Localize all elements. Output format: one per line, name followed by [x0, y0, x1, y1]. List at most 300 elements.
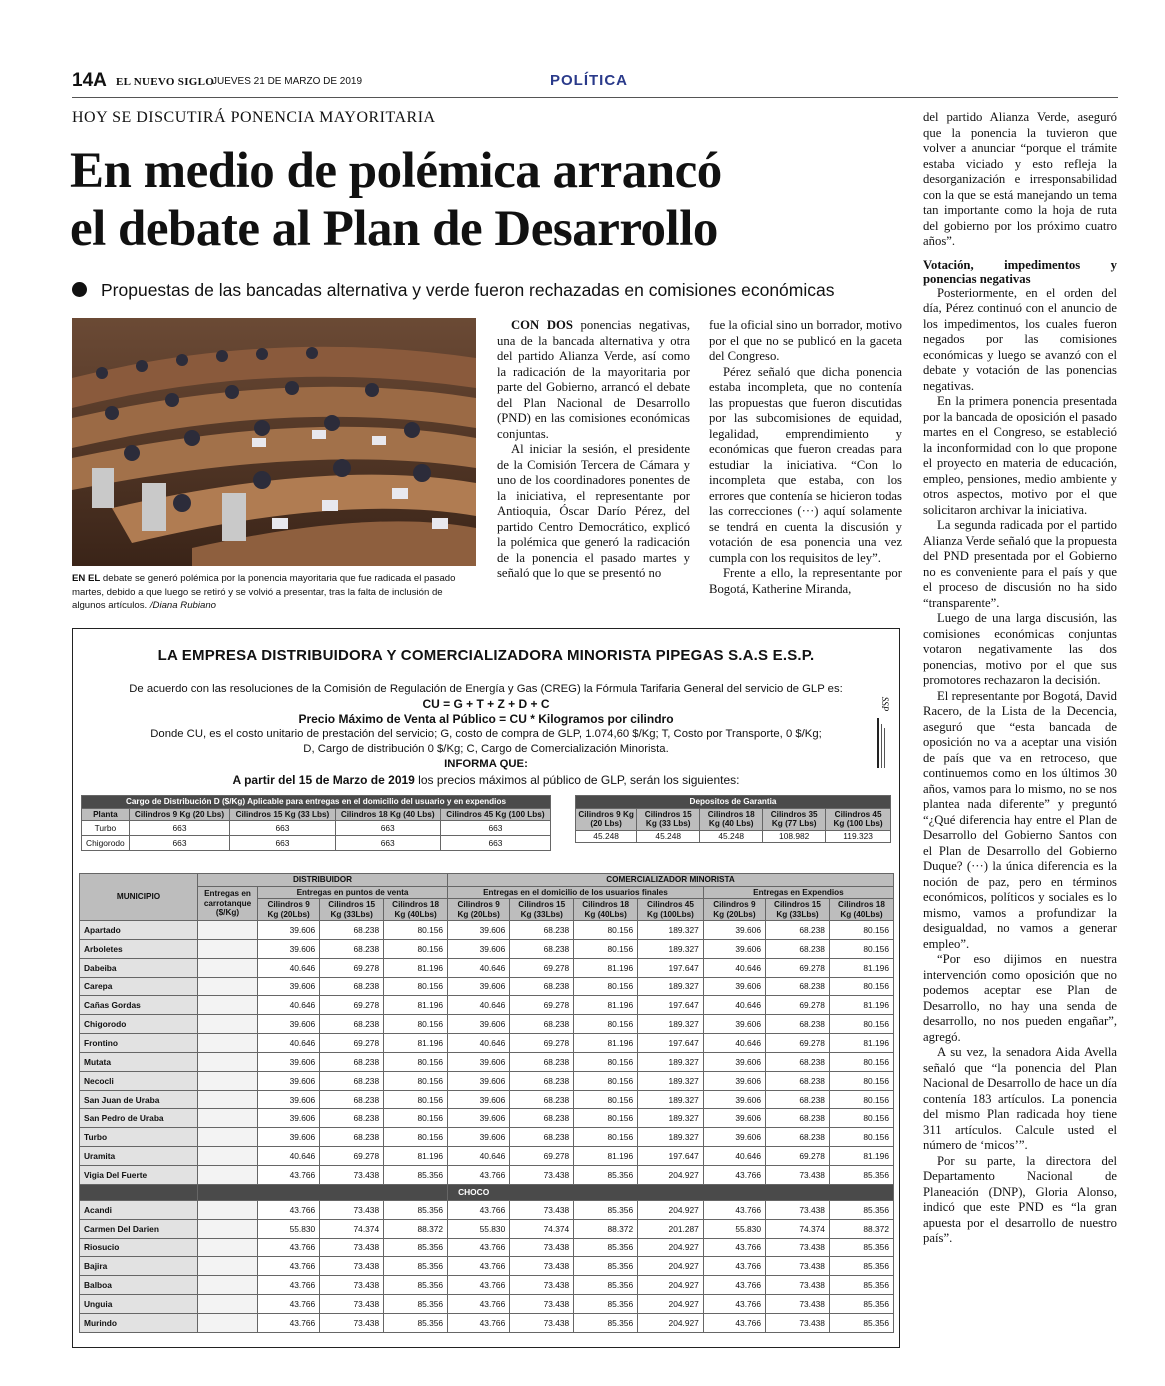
ssp-logo-graphic	[873, 694, 891, 774]
paragraph: del partido Alianza Verde, aseguró que la ponencia la tuvieron que volver a anunciar “porque el trámite estaba viciado y esto refleja la desorganización e irresponsabilidad con la que se está manejando un tema tan importante como la hoja de ruta del gobierno por los próximo cuatro años”.	[923, 110, 1117, 248]
price-cell: 39.606	[448, 1052, 510, 1071]
table-row	[80, 1219, 894, 1238]
price-cell: 80.156	[574, 977, 638, 996]
price-cell: 80.156	[829, 1015, 893, 1034]
municipio-cell: Necocli	[80, 1071, 198, 1090]
price-cell: 80.156	[829, 921, 893, 940]
paragraph: Pérez señaló que dicha ponencia estaba incompleta, que no contenía las propuestas que fueron discutidas por las subcomisiones de equidad, legalidad, emprendimiento y económicas que fueron creadas para estudiar la iniciativa. “Con lo incompleta que estaba, con los errores que contenía se hicieron todas las correcciones (···) aquí solamente se tendrá en cuenta la discusión y votación de esa ponencia una vez cumpla con los requisitos de ley”.	[709, 364, 902, 565]
price-cell: 68.238	[320, 1071, 384, 1090]
price-cell: 204.927	[638, 1257, 704, 1276]
price-cell: 85.356	[829, 1238, 893, 1257]
price-cell: 55.830	[703, 1219, 765, 1238]
price-cell: 69.278	[320, 1034, 384, 1053]
price-cell: 68.238	[320, 1128, 384, 1147]
ad-definitions-2: D, Cargo de distribución 0 $/Kg; C, Cargo de Comercialización Minorista.	[303, 743, 669, 755]
column-header: Cilindros 15 Kg (33 Lbs)	[637, 808, 700, 830]
price-cell: 55.830	[448, 1219, 510, 1238]
table-row	[80, 921, 894, 940]
price-cell: 73.438	[320, 1313, 384, 1332]
price-cell: 81.196	[574, 1034, 638, 1053]
price-cell: 68.238	[510, 1090, 574, 1109]
column-header: Cilindros 15 Kg (33Lbs)	[320, 899, 384, 921]
municipio-cell: Chigorodo	[80, 1015, 198, 1034]
price-cell: 85.356	[384, 1238, 448, 1257]
paragraph	[497, 318, 690, 442]
price-cell: 39.606	[448, 1015, 510, 1034]
table-row	[80, 1034, 894, 1053]
price-cell: 81.196	[384, 958, 448, 977]
carrotanque-cell	[198, 1295, 258, 1314]
table-cell: 45.248	[700, 830, 763, 842]
price-cell: 43.766	[448, 1238, 510, 1257]
price-cell: 39.606	[258, 1015, 320, 1034]
table-row	[80, 1276, 894, 1295]
price-cell: 73.438	[320, 1276, 384, 1295]
price-cell: 80.156	[829, 939, 893, 958]
price-cell: 189.327	[638, 977, 704, 996]
price-cell: 73.438	[766, 1257, 830, 1276]
price-cell: 69.278	[320, 1147, 384, 1166]
table-cell: 663	[335, 821, 440, 836]
price-cell: 80.156	[829, 1071, 893, 1090]
guarantee-deposit-table	[575, 795, 891, 843]
price-cell: 81.196	[829, 958, 893, 977]
municipio-cell: San Juan de Uraba	[80, 1090, 198, 1109]
price-cell: 43.766	[703, 1257, 765, 1276]
price-cell: 39.606	[703, 1090, 765, 1109]
price-cell: 43.766	[448, 1276, 510, 1295]
municipio-cell: Acandi	[80, 1200, 198, 1219]
table-cell: Turbo	[82, 821, 130, 836]
carrotanque-header: Entregas en carrotanque ($/Kg)	[198, 886, 258, 921]
price-cell: 73.438	[510, 1165, 574, 1184]
price-cell: 80.156	[574, 1071, 638, 1090]
carrotanque-cell	[198, 1200, 258, 1219]
lead-in: CON DOS	[511, 318, 573, 332]
column-header: Cilindros 18 Kg (40 Lbs)	[700, 808, 763, 830]
municipio-header: MUNICIPIO	[80, 874, 198, 921]
column-header: Cilindros 9 Kg (20Lbs)	[703, 899, 765, 921]
price-cell: 40.646	[703, 958, 765, 977]
price-cell: 80.156	[574, 939, 638, 958]
table-cell: 45.248	[637, 830, 700, 842]
price-cell: 204.927	[638, 1238, 704, 1257]
price-cell: 85.356	[384, 1257, 448, 1276]
carrotanque-cell	[198, 1257, 258, 1276]
price-cell: 85.356	[829, 1257, 893, 1276]
price-cell: 68.238	[510, 939, 574, 958]
price-cell: 73.438	[320, 1200, 384, 1219]
table-row	[576, 830, 891, 842]
price-cell: 204.927	[638, 1295, 704, 1314]
price-cell: 74.374	[766, 1219, 830, 1238]
article-subhead	[72, 280, 902, 301]
price-cell: 39.606	[448, 977, 510, 996]
price-cell: 39.606	[703, 1128, 765, 1147]
price-cell: 69.278	[766, 1034, 830, 1053]
carrotanque-cell	[198, 958, 258, 977]
carrotanque-cell	[198, 1219, 258, 1238]
price-cell: 197.647	[638, 996, 704, 1015]
price-cell: 201.287	[638, 1219, 704, 1238]
article-headline	[70, 142, 890, 258]
price-cell: 80.156	[829, 1090, 893, 1109]
chamber-illustration	[72, 318, 476, 566]
price-cell: 80.156	[574, 1128, 638, 1147]
price-cell: 68.238	[510, 1109, 574, 1128]
municipio-cell: Riosucio	[80, 1238, 198, 1257]
price-cell: 80.156	[829, 1109, 893, 1128]
price-cell: 68.238	[766, 1015, 830, 1034]
deposit-table-caption: Depositos de Garantia	[576, 796, 891, 809]
price-cell: 43.766	[703, 1165, 765, 1184]
price-cell: 40.646	[448, 996, 510, 1015]
price-cell: 39.606	[703, 1071, 765, 1090]
municipio-cell: Vigia Del Fuerte	[80, 1165, 198, 1184]
price-cell: 39.606	[448, 1109, 510, 1128]
table-row	[80, 958, 894, 977]
price-cell: 68.238	[320, 939, 384, 958]
municipio-cell: Carmen Del Darien	[80, 1219, 198, 1238]
price-cell: 68.238	[766, 1071, 830, 1090]
distribuidor-header: DISTRIBUIDOR	[198, 874, 448, 887]
price-cell: 73.438	[320, 1238, 384, 1257]
price-cell: 85.356	[384, 1313, 448, 1332]
municipio-cell: Unguia	[80, 1295, 198, 1314]
table-row	[80, 1052, 894, 1071]
congress-photo	[72, 318, 476, 566]
table-row	[80, 1015, 894, 1034]
price-cell: 73.438	[766, 1238, 830, 1257]
price-cell: 40.646	[448, 1034, 510, 1053]
price-cell: 69.278	[510, 1034, 574, 1053]
price-cell: 80.156	[384, 921, 448, 940]
price-cell: 73.438	[320, 1165, 384, 1184]
price-cell: 73.438	[320, 1257, 384, 1276]
price-cell: 43.766	[258, 1313, 320, 1332]
table-row	[80, 1257, 894, 1276]
puntos-venta-header: Entregas en puntos de venta	[258, 886, 448, 899]
price-cell: 69.278	[510, 1147, 574, 1166]
table-row	[80, 1071, 894, 1090]
table-cell: Chigorodo	[82, 836, 130, 851]
carrotanque-cell	[198, 977, 258, 996]
price-cell: 40.646	[448, 1147, 510, 1166]
column-header: Cilindros 9 Kg (20 Lbs)	[576, 808, 637, 830]
price-cell: 189.327	[638, 1071, 704, 1090]
effective-text: los precios máximos al público de GLP, serán los siguientes:	[414, 773, 740, 787]
paragraph: A su vez, la senadora Aida Avella señaló que “la ponencia del Plan Nacional de Desarrollo de hace un día contenía 183 artículos. La ponencia del mismo Plan radicada hoy tiene 311 artículos. Calcule usted el número de ‘micos’”.	[923, 1045, 1117, 1152]
price-cell: 73.438	[766, 1200, 830, 1219]
table-cell: 663	[440, 821, 550, 836]
price-cell: 204.927	[638, 1200, 704, 1219]
price-cell: 43.766	[448, 1165, 510, 1184]
price-cell: 69.278	[766, 958, 830, 977]
price-cell: 80.156	[574, 1109, 638, 1128]
price-cell: 74.374	[510, 1219, 574, 1238]
price-cell: 85.356	[574, 1276, 638, 1295]
municipio-cell: Uramita	[80, 1147, 198, 1166]
price-cell: 73.438	[766, 1276, 830, 1295]
price-cell: 40.646	[258, 1034, 320, 1053]
carrotanque-cell	[198, 1238, 258, 1257]
paragraph: El representante por Bogotá, David Racero, de la Lista de la Decencia, aseguró que “esta bancada de oposición no va a aceptar una visión de país que va en retroceso, que continuemos como en los últimos 30 años, vamos para lo mismo, no se nos plantea nada diferente” y preguntó “¿Qué diferencia hay entre el Plan de Desarrollo del Gobierno Santos con el Plan de Desarrollo del Gobierno Duque? (···) la única diferencia es la noción de paz, pero en términos económicos, políticos y sociales es lo mismo, vamos a profundizar la desigualdad, no vamos a generar empleo”.	[923, 688, 1117, 951]
carrotanque-cell	[198, 1165, 258, 1184]
column-header: Cilindros 9 Kg (20Lbs)	[448, 899, 510, 921]
price-cell: 81.196	[829, 1147, 893, 1166]
carrotanque-cell	[198, 939, 258, 958]
price-cell: 68.238	[510, 1128, 574, 1147]
municipio-cell: Dabeiba	[80, 958, 198, 977]
municipio-cell: San Pedro de Uraba	[80, 1109, 198, 1128]
price-cell: 68.238	[510, 1015, 574, 1034]
price-cell: 80.156	[574, 1052, 638, 1071]
price-cell: 68.238	[320, 1015, 384, 1034]
price-cell: 39.606	[258, 939, 320, 958]
price-cell: 73.438	[510, 1295, 574, 1314]
price-cell: 69.278	[320, 996, 384, 1015]
section-label: CHOCO	[448, 1184, 894, 1200]
ssp-logo	[873, 694, 891, 774]
price-cell: 40.646	[258, 996, 320, 1015]
municipio-cell: Murindo	[80, 1313, 198, 1332]
price-cell: 43.766	[258, 1200, 320, 1219]
table-cell: 45.248	[576, 830, 637, 842]
price-cell: 85.356	[829, 1200, 893, 1219]
price-cell: 43.766	[703, 1313, 765, 1332]
column-header: Cilindros 15 Kg (33Lbs)	[510, 899, 574, 921]
table-row	[80, 1128, 894, 1147]
carrotanque-cell	[198, 1276, 258, 1295]
price-cell: 85.356	[574, 1295, 638, 1314]
table-row	[80, 1238, 894, 1257]
price-cell: 197.647	[638, 1147, 704, 1166]
price-cell: 80.156	[384, 1071, 448, 1090]
ssp-logo-text: SSP	[880, 696, 890, 712]
price-cell: 189.327	[638, 939, 704, 958]
price-cell: 43.766	[448, 1257, 510, 1276]
section-row	[80, 1184, 894, 1200]
carrotanque-cell	[198, 1128, 258, 1147]
price-cell: 81.196	[384, 996, 448, 1015]
column-header: Planta	[82, 808, 130, 821]
column-header: Cilindros 9 Kg (20Lbs)	[258, 899, 320, 921]
price-cell: 80.156	[384, 977, 448, 996]
price-cell: 69.278	[766, 1147, 830, 1166]
page-header	[72, 68, 1118, 98]
price-formula: Precio Máximo de Venta al Público = CU * Kilogramos por cilindro	[298, 712, 674, 726]
price-cell: 197.647	[638, 1034, 704, 1053]
column-header: Cilindros 18 Kg (40 Lbs)	[335, 808, 440, 821]
price-cell: 43.766	[703, 1238, 765, 1257]
price-cell: 189.327	[638, 1128, 704, 1147]
table-cell: 663	[230, 821, 335, 836]
paragraph: fue la oficial sino un borrador, motivo por el que no se publicó en la gaceta del Congreso.	[709, 318, 902, 363]
price-cell: 85.356	[574, 1257, 638, 1276]
ad-effective-date	[73, 773, 899, 787]
column-header: Cilindros 18 Kg (40Lbs)	[574, 899, 638, 921]
photo-caption	[72, 572, 476, 613]
price-cell: 73.438	[766, 1313, 830, 1332]
carrotanque-cell	[198, 1313, 258, 1332]
price-cell: 43.766	[703, 1295, 765, 1314]
price-cell: 80.156	[384, 1052, 448, 1071]
price-cell: 73.438	[510, 1238, 574, 1257]
table-cell: 663	[440, 836, 550, 851]
column-header: Cilindros 35 Kg (77 Lbs)	[763, 808, 826, 830]
price-cell: 43.766	[448, 1200, 510, 1219]
price-cell: 68.238	[320, 977, 384, 996]
price-cell: 40.646	[703, 1147, 765, 1166]
price-cell: 88.372	[384, 1219, 448, 1238]
table-cell: 663	[230, 836, 335, 851]
price-cell: 40.646	[703, 1034, 765, 1053]
municipio-cell: Turbo	[80, 1128, 198, 1147]
price-cell: 39.606	[448, 939, 510, 958]
ad-title: LA EMPRESA DISTRIBUIDORA Y COMERCIALIZADORA MINORISTA PIPEGAS S.A.S E.S.P.	[157, 647, 815, 664]
price-cell: 68.238	[766, 939, 830, 958]
table-row	[80, 1147, 894, 1166]
price-cell: 39.606	[703, 1052, 765, 1071]
price-cell: 43.766	[258, 1238, 320, 1257]
carrotanque-cell	[198, 996, 258, 1015]
carrotanque-cell	[198, 1147, 258, 1166]
price-cell: 85.356	[829, 1313, 893, 1332]
price-cell: 81.196	[829, 1034, 893, 1053]
price-cell: 39.606	[258, 921, 320, 940]
paragraph: En la primera ponencia presentada por la bancada de oposición el pasado martes en el Congreso, se estableció la inconformidad con lo que propone el proyecto en materia de educación, empleo, pensiones, medio ambiente y otros aspectos, motivo por el que solicitaron archivar la iniciativa.	[923, 394, 1117, 517]
price-cell: 73.438	[510, 1313, 574, 1332]
dist-table-caption: Cargo de Distribución D ($/Kg) Aplicable para entregas en el domicilio del usuario y en expendios	[82, 796, 551, 809]
price-cell: 189.327	[638, 1109, 704, 1128]
price-cell: 80.156	[384, 1109, 448, 1128]
price-cell: 85.356	[384, 1295, 448, 1314]
price-cell: 68.238	[766, 1090, 830, 1109]
municipio-cell: Balboa	[80, 1276, 198, 1295]
table-cell: 663	[129, 821, 230, 836]
price-cell: 68.238	[320, 1109, 384, 1128]
paragraph: Frente a ello, la representante por Bogotá, Katherine Miranda,	[709, 566, 902, 596]
price-cell: 189.327	[638, 1090, 704, 1109]
column-header: Cilindros 9 Kg (20 Lbs)	[129, 808, 230, 821]
price-cell: 80.156	[829, 1052, 893, 1071]
price-cell: 81.196	[574, 996, 638, 1015]
price-cell: 204.927	[638, 1276, 704, 1295]
price-cell: 80.156	[574, 1090, 638, 1109]
column-header: Cilindros 18 Kg (40Lbs)	[829, 899, 893, 921]
price-cell: 43.766	[258, 1257, 320, 1276]
page-number: 14A	[72, 70, 107, 91]
price-cell: 69.278	[320, 958, 384, 977]
table-row	[80, 1200, 894, 1219]
price-table	[79, 873, 894, 1333]
price-cell: 85.356	[829, 1165, 893, 1184]
price-cell: 73.438	[320, 1295, 384, 1314]
price-cell: 80.156	[829, 1128, 893, 1147]
price-cell: 85.356	[829, 1276, 893, 1295]
bullet-icon	[72, 282, 87, 297]
price-cell: 189.327	[638, 1015, 704, 1034]
section-spacer	[80, 1184, 198, 1200]
price-cell: 80.156	[574, 921, 638, 940]
price-cell: 43.766	[448, 1295, 510, 1314]
price-cell: 68.238	[320, 1052, 384, 1071]
price-cell: 39.606	[703, 921, 765, 940]
section-label: POLÍTICA	[550, 72, 628, 89]
price-cell: 39.606	[448, 1071, 510, 1090]
price-cell: 43.766	[258, 1165, 320, 1184]
carrotanque-cell	[198, 1052, 258, 1071]
price-cell: 39.606	[448, 921, 510, 940]
price-cell: 40.646	[703, 996, 765, 1015]
column-header: Cilindros 45 Kg (100Lbs)	[638, 899, 704, 921]
price-cell: 80.156	[384, 1090, 448, 1109]
table-row	[80, 939, 894, 958]
price-cell: 39.606	[258, 1109, 320, 1128]
ad-definitions-1: Donde CU, es el costo unitario de prestación del servicio; G, costo de compra de GLP, 1.074,60 $/Kg; T, Costo por Transporte, 0 $/Kg;	[150, 728, 822, 740]
price-cell: 85.356	[574, 1165, 638, 1184]
price-cell: 81.196	[574, 1147, 638, 1166]
table-cell: 663	[335, 836, 440, 851]
effective-date: A partir del 15 de Marzo de 2019	[232, 773, 415, 787]
paragraph: Por su parte, la directora del Departamento Nacional de Planeación (DNP), Gloria Alonso, indicó que este PND es “la gran apuesta por el desarrollo de nuestro país”.	[923, 1153, 1117, 1245]
carrotanque-cell	[198, 1109, 258, 1128]
article-kicker: HOY SE DISCUTIRÁ PONENCIA MAYORITARIA	[72, 109, 436, 126]
paragraph: Al iniciar la sesión, el presidente de la Comisión Tercera de Cámara y uno de los coordinadores ponentes de la iniciativa, el representante por Antioquia, Óscar Darío Pérez, del partido Centro Democrático, explicó la polémica que generó la radicación de la ponencia el pasado martes y señaló que lo que se presentó no	[497, 442, 690, 580]
domicilio-header: Entregas en el domicilio de los usuarios finales	[448, 886, 704, 899]
price-cell: 40.646	[258, 958, 320, 977]
table-row	[80, 1109, 894, 1128]
price-cell: 204.927	[638, 1313, 704, 1332]
price-cell: 43.766	[703, 1276, 765, 1295]
price-cell: 81.196	[574, 958, 638, 977]
expendios-header: Entregas en Expendios	[703, 886, 893, 899]
table-cell: 663	[129, 836, 230, 851]
table-row	[80, 1313, 894, 1332]
price-cell: 68.238	[766, 977, 830, 996]
price-cell: 85.356	[384, 1276, 448, 1295]
price-cell: 68.238	[510, 977, 574, 996]
price-cell: 39.606	[258, 977, 320, 996]
price-cell: 68.238	[766, 1128, 830, 1147]
price-cell: 40.646	[258, 1147, 320, 1166]
price-cell: 69.278	[510, 958, 574, 977]
column-header: Cilindros 15 Kg (33 Lbs)	[230, 808, 335, 821]
price-cell: 39.606	[258, 1090, 320, 1109]
price-cell: 43.766	[448, 1313, 510, 1332]
paragraph: “Por eso dijimos en nuestra intervención como oposición que no podemos aceptar ese Plan de Desarrollo, no hay una senda de desarrollo, no nos pueden engañar”, agregó.	[923, 952, 1117, 1044]
price-cell: 39.606	[703, 939, 765, 958]
price-cell: 73.438	[766, 1295, 830, 1314]
price-cell: 81.196	[384, 1034, 448, 1053]
municipio-cell: Arboletes	[80, 939, 198, 958]
column-header: Cilindros 18 Kg (40Lbs)	[384, 899, 448, 921]
pipegas-advertisement	[72, 628, 900, 1348]
table-row	[80, 977, 894, 996]
price-cell: 80.156	[384, 939, 448, 958]
price-cell: 81.196	[384, 1147, 448, 1166]
price-cell: 39.606	[258, 1052, 320, 1071]
ad-intro: De acuerdo con las resoluciones de la Comisión de Regulación de Energía y Gas (CREG) la Fórmula Tarifaria General del servicio de GLP es:	[129, 683, 843, 695]
ad-informa: INFORMA QUE:	[444, 758, 528, 770]
article-subtitle: Votación, impedimentos y ponencias negativas	[923, 257, 1117, 286]
article-column-3	[923, 110, 1117, 1247]
comercializador-header: COMERCIALIZADOR MINORISTA	[448, 874, 894, 887]
paragraph: La segunda radicada por el partido Alianza Verde señaló que la propuesta del PND presentada por el Gobierno no es conveniente para el país y que el proceso de discusión no ha sido “transparente”.	[923, 518, 1117, 610]
carrotanque-cell	[198, 1090, 258, 1109]
price-cell: 73.438	[510, 1200, 574, 1219]
carrotanque-cell	[198, 1071, 258, 1090]
